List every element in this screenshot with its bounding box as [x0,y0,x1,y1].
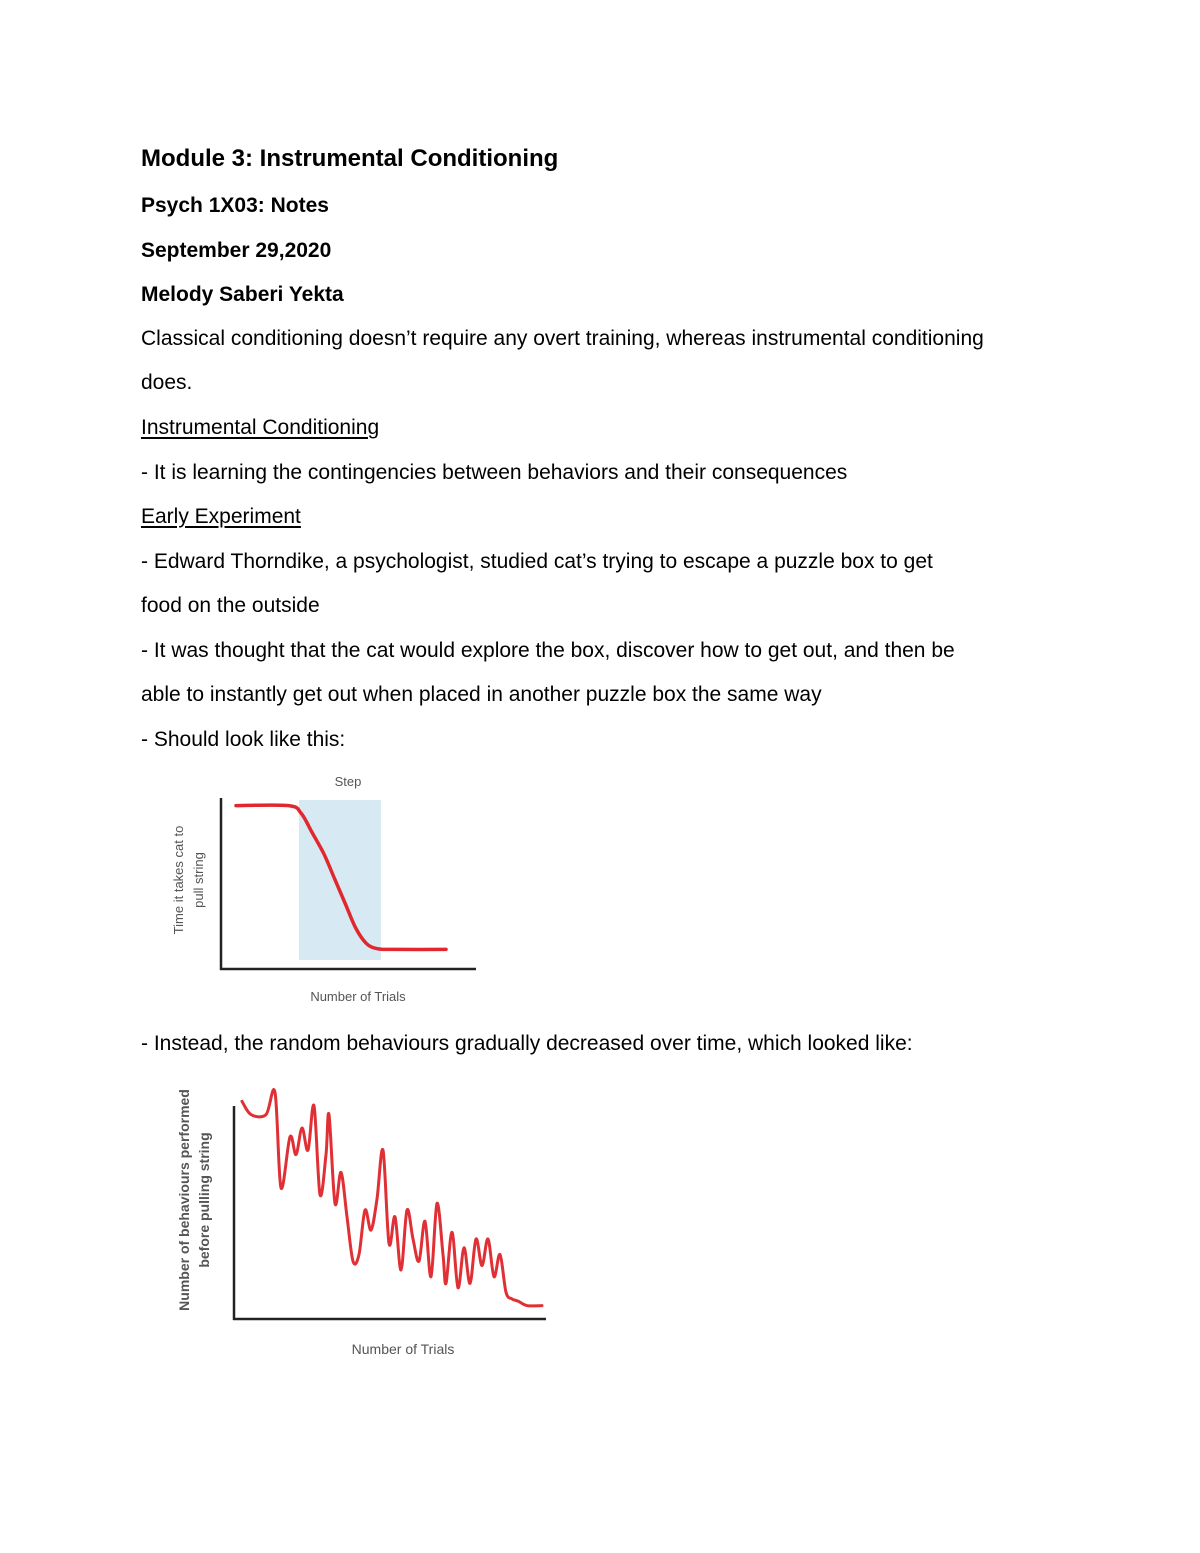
course-name: Psych 1X03: Notes [141,194,329,217]
y-axis-label-line2: pull string [191,852,206,908]
figure-gradual-chart [170,1078,560,1363]
author: Melody Saberi Yekta [141,283,344,306]
page-title: Module 3: Instrumental Conditioning [141,145,559,172]
bullet-line: - It was thought that the cat would explore the box, discover how to get out, and then be [141,639,955,662]
step-shaded-region [299,800,381,960]
date: September 29,2020 [141,239,332,262]
x-axis-label: Number of Trials [351,1341,455,1357]
step-chart-svg [160,770,490,1010]
bullet-line: able to instantly get out when placed in another puzzle box the same way [141,683,822,706]
figure-step-chart [160,770,490,1010]
bullet-line: - Should look like this: [141,728,346,751]
x-axis-label: Number of Trials [310,989,406,1004]
section-heading-instrumental: Instrumental Conditioning [141,416,380,439]
y-axis-label-line1: Number of behaviours performed [176,1089,192,1311]
section-heading-early-experiment: Early Experiment [141,505,301,528]
y-axis-label-line1: Time it takes cat to [171,825,186,935]
gradual-chart-svg [170,1078,560,1363]
bullet-line: food on the outside [141,594,320,617]
step-label: Step [334,774,362,789]
paragraph-line: does. [141,371,193,394]
bullet-line: - Edward Thorndike, a psychologist, studied cat’s trying to escape a puzzle box to get [141,550,933,573]
paragraph-line: Classical conditioning doesn’t require any overt training, whereas instrumental conditioning [141,327,984,350]
bullet-line: - It is learning the contingencies between behaviors and their consequences [141,461,848,484]
behaviours-curve [242,1090,542,1306]
bullet-line: - Instead, the random behaviours gradually decreased over time, which looked like: [141,1032,913,1055]
y-axis-label-line2: before pulling string [196,1132,212,1268]
